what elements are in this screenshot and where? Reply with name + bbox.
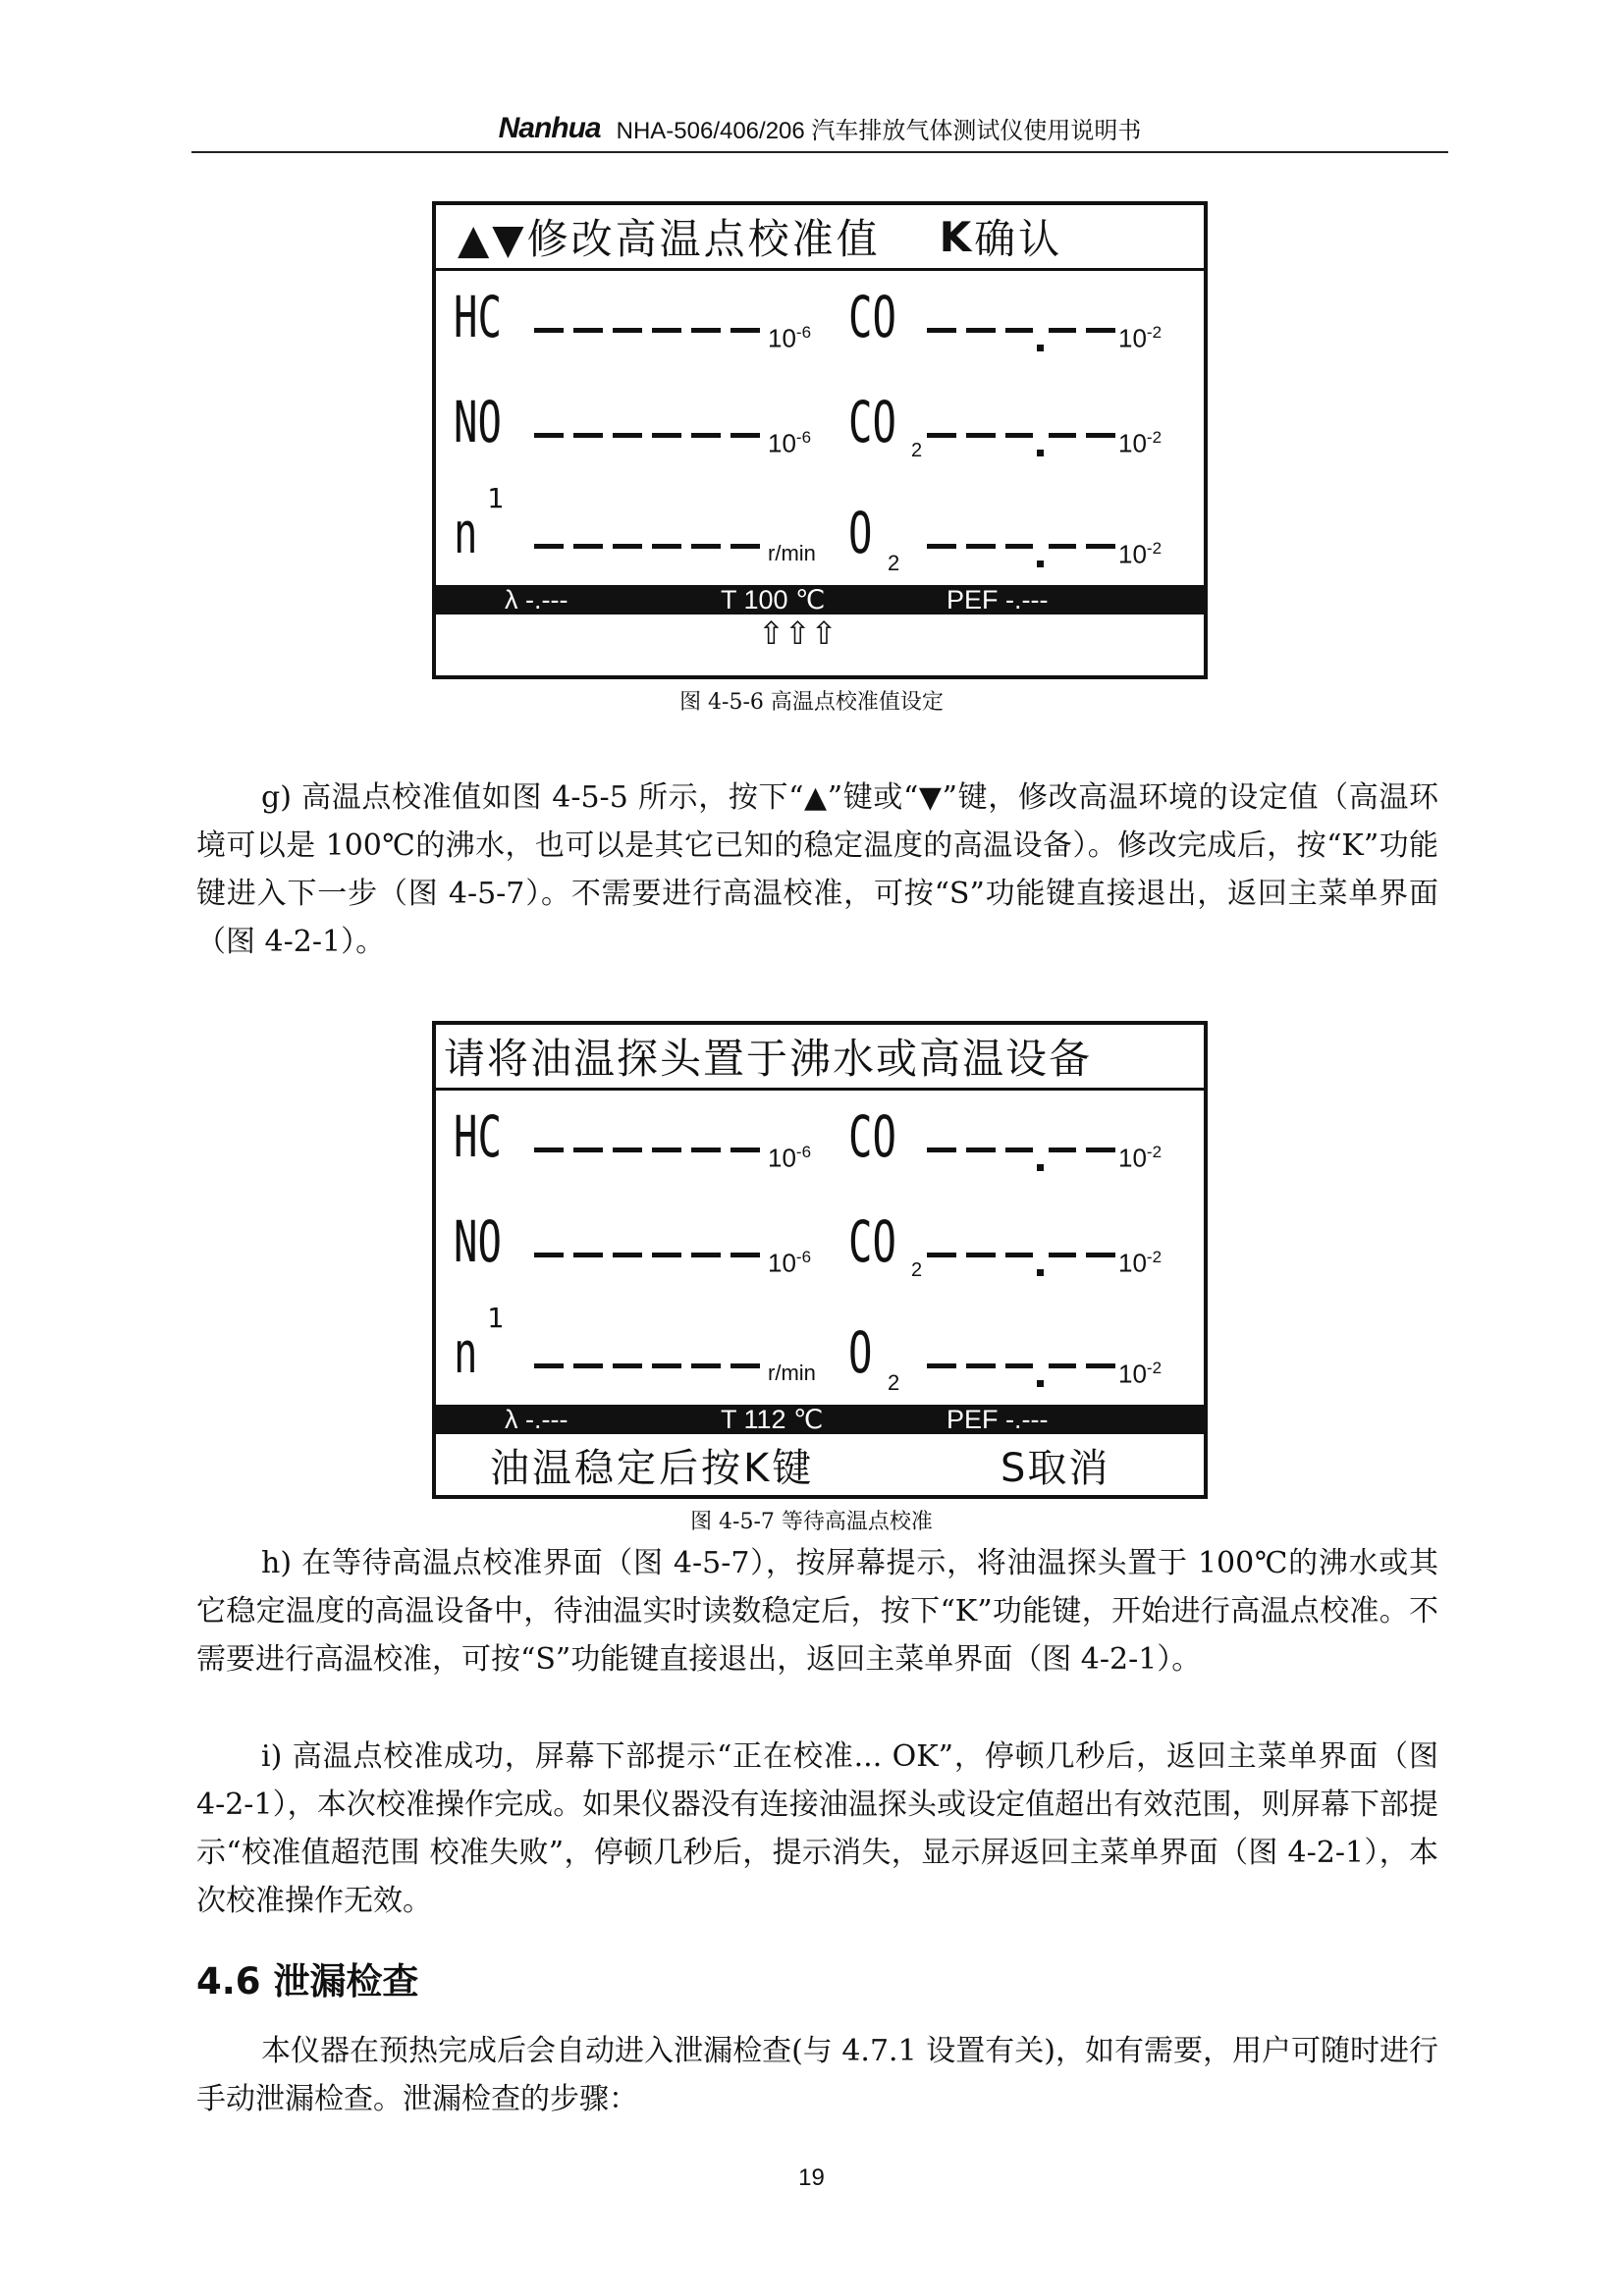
lambda-value: λ -.--- — [505, 584, 568, 614]
paragraph-intro: 本仪器在预热完成后会自动进入泄漏检查(与 4.7.1 设置有关)，如有需要，用户可随时进行手动泄漏检查。泄漏检查的步骤： — [196, 2034, 1438, 2116]
screen-title: ▲▼修改高温点校准值 K 确认 — [436, 205, 1204, 271]
row-hc-co — [436, 276, 1204, 374]
unit-ppm: $10^{-6}$ — [768, 323, 812, 353]
unit-rpm: r/min — [768, 541, 816, 565]
brand-logo: Nanhua — [498, 112, 601, 144]
screen-footer — [436, 1434, 1204, 1495]
page-number: 19 — [798, 2164, 825, 2191]
row-n-o2: n 1 r/min O 2 $10^{-2}$ — [454, 1302, 1163, 1395]
row-no-co2: NO $10^{-6}$ CO 2 $10^{-2}$ — [454, 389, 1163, 461]
screen-title: 请将油温探头置于沸水或高温设备 — [436, 1025, 1204, 1091]
lcd-screen-high-temp-setting — [432, 201, 1208, 679]
row-hc-co: HC $10^{-6}$ CO $10^{-2}$ — [454, 1103, 1163, 1173]
reading-rows — [436, 1091, 1204, 1405]
row-no-co2: NO $10^{-6}$ CO 2 $10^{-2}$ — [454, 1208, 1163, 1281]
header-title: NHA-506/406/206 汽车排放气体测试仪使用说明书 — [616, 118, 1142, 144]
temperature-value: T 100 ℃ — [721, 584, 826, 614]
prompt-text: 油温稳定后按K键 — [490, 1445, 815, 1491]
unit-pct: $10^{-2}$ — [1118, 323, 1163, 353]
up-arrows-icon: ⇧⇧⇧ — [758, 614, 838, 652]
paragraph-h: h) 在等待高温点校准界面（图 4-5-7），按屏幕提示，将油温探头置于 100℃的沸水或其它稳定温度的高温设备中，待油温实时读数稳定后，按下“K”功能键，开始进行高温点校准。不需要进行高温校准，可按“S”功能键直接退出，返回主菜单界面（图 4-2-1）。 — [196, 1546, 1438, 1677]
reading-rows — [436, 271, 1204, 585]
co2-label: CO — [848, 389, 896, 455]
figure-caption-1: 图 4-5-6 高温点校准值设定 — [679, 690, 944, 715]
row-n-o2: n 1 r/min O 2 $10^{-2}$ — [454, 482, 1163, 575]
status-bar: λ -.--- T 112 ℃ PEF -.--- — [436, 1405, 1204, 1434]
pef-value: PEF -.--- — [947, 584, 1049, 614]
figure-caption-2: 图 4-5-7 等待高温点校准 — [690, 1510, 933, 1534]
hc-label: HC — [454, 284, 502, 350]
screen-footer — [436, 614, 1204, 675]
lcd-screen-wait-calibration — [432, 1021, 1208, 1499]
paragraph-i: i) 高温点校准成功，屏幕下部提示“正在校准... OK”，停顿几秒后，返回主菜单界面（图 4-2-1），本次校准操作完成。如果仪器没有连接油温探头或设定值超出有效范围，则屏幕下部提示“校准值超范围 校准失败”，停顿几秒后，提示消失，显示屏返回主菜单界面（图 4-2-1），本次校准操作无效。 — [196, 1739, 1438, 1918]
page-header — [191, 110, 1448, 153]
section-heading: 4.6 泄漏检查 — [196, 1960, 419, 2002]
no-label: NO — [454, 389, 502, 455]
status-bar — [436, 585, 1204, 614]
co-label: CO — [848, 284, 896, 350]
rpm-label: n — [454, 500, 478, 566]
paragraph-g: g) 高温点校准值如图 4-5-5 所示，按下“▲”键或“▼”键，修改高温环境的设定值（高温环境可以是 100℃的沸水，也可以是其它已知的稳定温度的高温设备）。修改完成后，按“K”功能键进入下一步（图 4-5-7）。不需要进行高温校准，可按“S”功能键直接退出，返回主菜单界面（图 4-2-1）。 — [196, 780, 1438, 959]
cancel-prompt: S取消 — [1001, 1445, 1110, 1491]
o2-label: O — [848, 500, 873, 566]
